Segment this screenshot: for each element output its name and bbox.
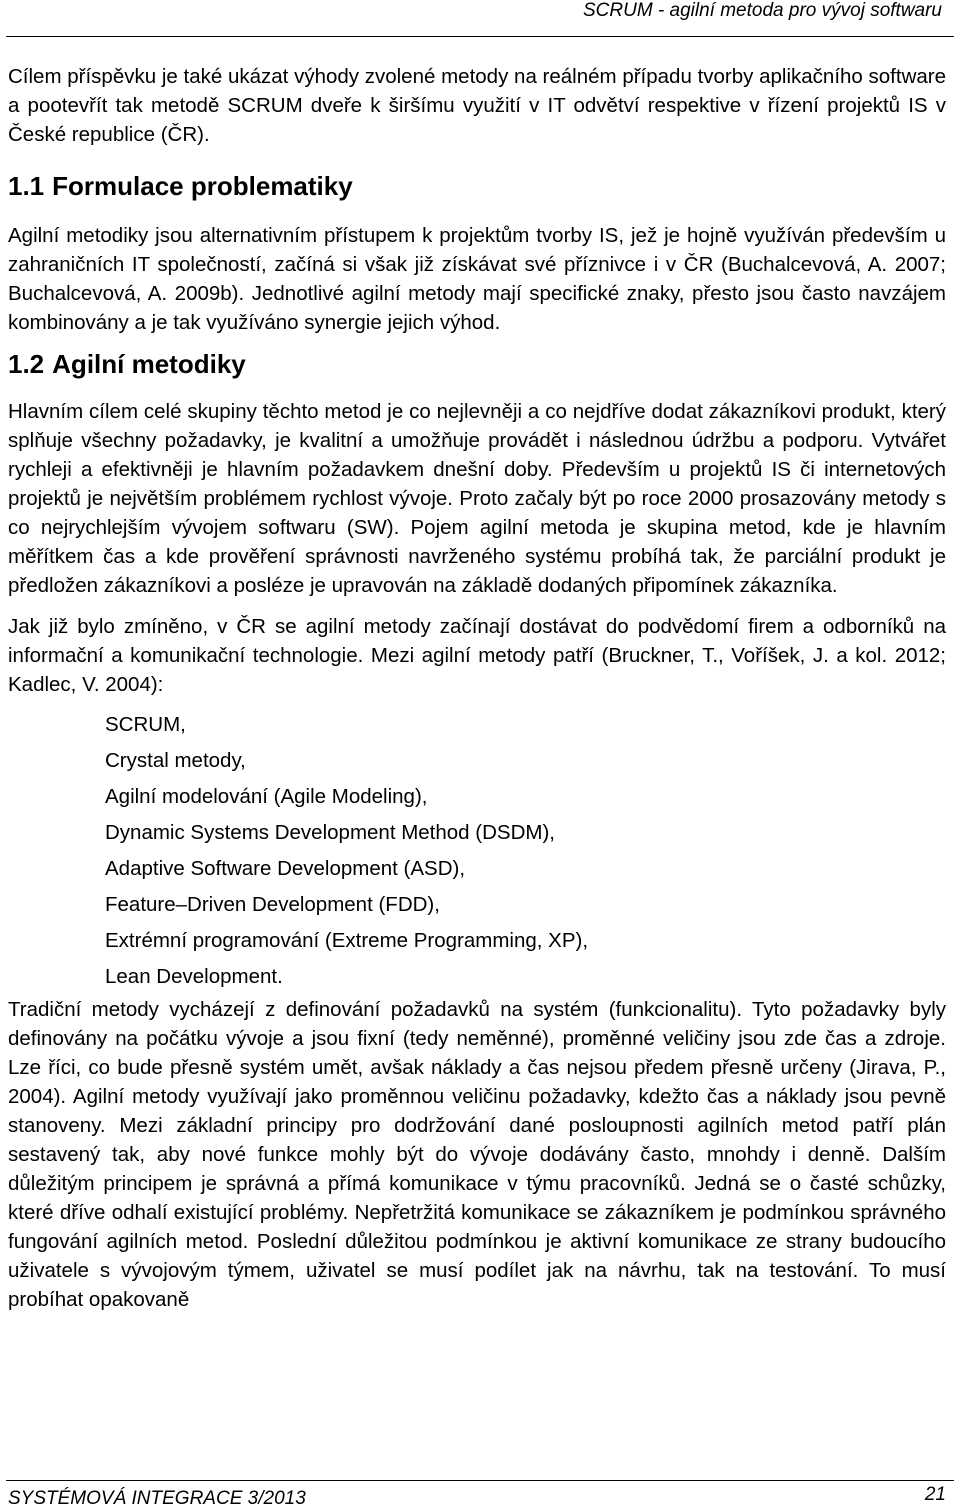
- section-heading-1-1: [8, 169, 946, 203]
- list-item: Extrémní programování (Extreme Programming, XP),: [105, 929, 589, 952]
- agile-methods-list: [8, 707, 946, 995]
- list-item: Adaptive Software Development (ASD),: [105, 857, 466, 880]
- list-item: Feature–Driven Development (FDD),: [105, 893, 440, 916]
- page-body: [8, 62, 946, 1314]
- journal-name: SYSTÉMOVÁ INTEGRACE 3/2013: [8, 1488, 306, 1509]
- section-1-1-paragraph: Agilní metodiky jsou alternativním přístupem k projektům tvorby IS, jež je hojně využíván především u zahraničních IT společností, začíná si však již získávat své příznivce i v ČR (Buchalcevová, A. 2007; Buchalcevová, A. 2009b). Jednotlivé agilní metody mají specifické znaky, přesto jsou často navzájem kombinovány a je tak využíváno synergie jejich výhod.: [8, 224, 946, 334]
- page-number: 21: [924, 1484, 946, 1505]
- section-number: 1.2: [8, 349, 45, 379]
- list-item: SCRUM,: [105, 713, 186, 736]
- list-item: Lean Development.: [105, 965, 283, 988]
- page-footer: [0, 1474, 960, 1508]
- page-header: [0, 0, 960, 34]
- list-item: Agilní modelování (Agile Modeling),: [105, 785, 428, 808]
- list-item: Dynamic Systems Development Method (DSDM),: [105, 821, 555, 844]
- section-1-2-paragraph-2: Jak již bylo zmíněno, v ČR se agilní metody začínají dostávat do podvědomí firem a odborníků na informační a komunikační technologie. Mezi agilní metody patří (Bruckner, T., Voříšek, J. a kol. 2012; Kadlec, V. 2004):: [8, 615, 946, 696]
- header-divider: [6, 36, 954, 37]
- section-title: Formulace problematiky: [52, 171, 353, 201]
- section-title: Agilní metodiky: [52, 349, 246, 379]
- section-heading-1-2: [8, 347, 946, 381]
- footer-divider: [6, 1480, 954, 1481]
- list-item: Crystal metody,: [105, 749, 246, 772]
- section-1-2-paragraph-3: Tradiční metody vycházejí z definování požadavků na systém (funkcionalitu). Tyto požadavky byly definovány na počátku vývoje a jsou fixní (tedy neměnné), proměnné veličiny jsou zde čas a zdroje. Lze říci, co bude přesně systém umět, avšak náklady a čas nejsou předem přesně určeny (Jirava, P., 2004). Agilní metody využívají jako proměnnou veličinu požadavky, kdežto čas a náklady jsou pevně stanoveny. Mezi základní principy pro dodržování dané posloupnosti agilních metod patří plán sestavený tak, aby nové funkce mohly být do vývoje dodávány často, mnohdy i denně. Dalším důležitým principem je správná a přímá komunikace v týmu pracovníků. Jedná se o časté schůzky, které dříve odhalí existující problémy. Nepřetržitá komunikace se zákazníkem je podmínkou správného fungování agilních metod. Poslední důležitou podmínkou je aktivní komunikace ze strany budoucího uživatele s vývojovým týmem, uživatel se musí podílet jak na návrhu, tak na testování. To musí probíhat opakovaně: [8, 998, 946, 1311]
- section-number: 1.1: [8, 171, 45, 201]
- running-title: SCRUM - agilní metoda pro vývoj softwaru: [582, 0, 942, 21]
- section-1-2-paragraph-1: Hlavním cílem celé skupiny těchto metod je co nejlevněji a co nejdříve dodat zákazníkovi produkt, který splňuje všechny požadavky, je kvalitní a umožňuje provádět i následnou údržbu a podporu. Vytvářet rychleji a efektivněji je hlavním požadavkem dnešní doby. Především u projektů IS či internetových projektů je největším problémem rychlost vývoje. Proto začaly být po roce 2000 prosazovány metody s co nejrychlejším vývojem softwaru (SW). Pojem agilní metoda je skupina metod, kde je hlavním měřítkem čas a kde prověření správnosti navrženého systému probíhá tak, že parciální produkt je předložen zákazníkovi a posléze je upravován na základě dodaných připomínek zákazníka.: [8, 400, 946, 597]
- intro-paragraph: Cílem příspěvku je také ukázat výhody zvolené metody na reálném případu tvorby aplikačního software a pootevřít tak metodě SCRUM dveře k širšímu využití v IT odvětví respektive v řízení projektů IS v České republice (ČR).: [8, 65, 946, 146]
